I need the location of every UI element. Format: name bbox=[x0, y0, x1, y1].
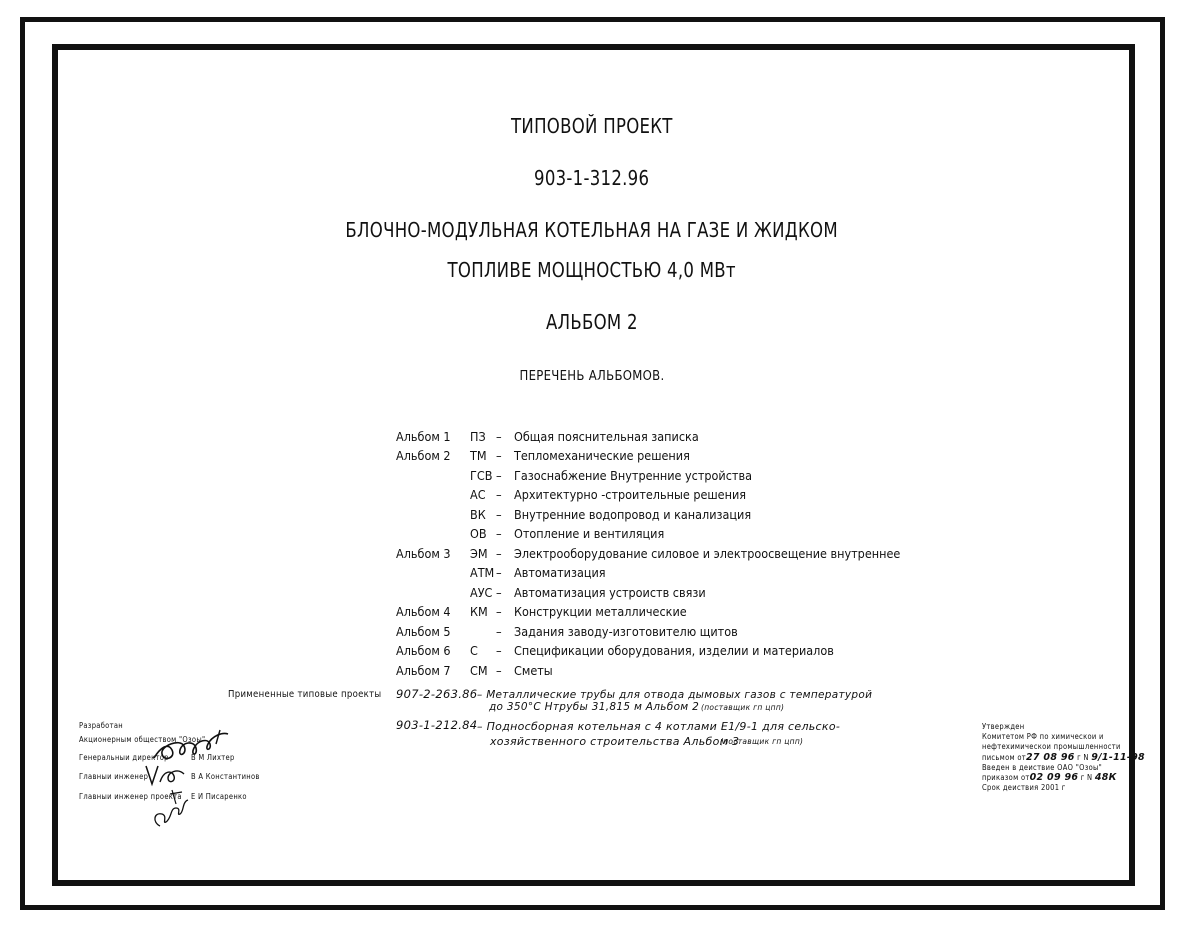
album-number: АЛЬБОМ 2 bbox=[546, 310, 638, 334]
applied-project-2-line1: – Подносборная котельная с 4 котлами Е1/9-1 для сельско- bbox=[477, 720, 841, 733]
project-number: 903-1-312.96 bbox=[534, 166, 650, 190]
developer-org: Акционерным обществом "Озоы" bbox=[79, 735, 206, 744]
applied-project-1-line1: – Металлические трубы для отвода дымовых газов с температурой bbox=[477, 689, 873, 701]
approval-order: приказом от02 09 96 г N 48К bbox=[982, 772, 1117, 783]
approval-enacted: Введен в деиствие ОАО "Озоы" bbox=[982, 763, 1103, 772]
project-title-line2: ТОПЛИВЕ МОЩНОСТЬЮ 4,0 МВт bbox=[447, 258, 737, 282]
approval-label: Утвержден bbox=[982, 722, 1025, 731]
applied-project-1-line2: до 350°С Нтрубы 31,815 м Альбом 2 bbox=[489, 701, 700, 713]
applied-project-2-note: (поставщик гп цпп) bbox=[720, 737, 804, 746]
chief-project-engineer-role: Главныи инженер проекта bbox=[79, 792, 182, 801]
chief-project-engineer-name: Е И Писаренко bbox=[191, 792, 247, 801]
approval-committee: Комитетом РФ по химическои и bbox=[982, 732, 1104, 741]
applied-project-2-line2: хозяйственного строительства Альбом 3 bbox=[490, 735, 740, 748]
approval-validity: Срок деиствия 2001 г bbox=[982, 783, 1066, 792]
approval-committee-2: нефтехимическои промышленности bbox=[982, 742, 1121, 751]
applied-project-1-note: (поставщик гп цпп) bbox=[701, 703, 785, 712]
general-director-name: В М Лихтер bbox=[191, 753, 235, 762]
chief-engineer-role: Главныи инженер bbox=[79, 772, 149, 781]
applied-project-1-code: 907-2-263.86 bbox=[396, 687, 478, 701]
applied-projects-label: Примененные типовые проекты bbox=[228, 689, 382, 700]
signature-chief-engineer bbox=[142, 760, 188, 788]
signature-chief-project-engineer bbox=[146, 786, 194, 834]
general-director-role: Генеральныи директор bbox=[79, 753, 169, 762]
project-title-line1: БЛОЧНО-МОДУЛЬНАЯ КОТЕЛЬНАЯ НА ГАЗЕ И ЖИДКОМ bbox=[345, 218, 839, 242]
title-typical-project: ТИПОВОЙ ПРОЕКТ bbox=[511, 114, 673, 138]
developer-label: Разработан bbox=[79, 721, 123, 730]
chief-engineer-name: В А Константинов bbox=[191, 772, 260, 781]
albums-list-title: ПЕРЕЧЕНЬ АЛЬБОМОВ. bbox=[519, 369, 665, 384]
applied-project-2-code: 903-1-212.84 bbox=[396, 718, 478, 732]
approval-letter: письмом от27 08 96 г N 9/1-11-98 bbox=[982, 752, 1145, 763]
